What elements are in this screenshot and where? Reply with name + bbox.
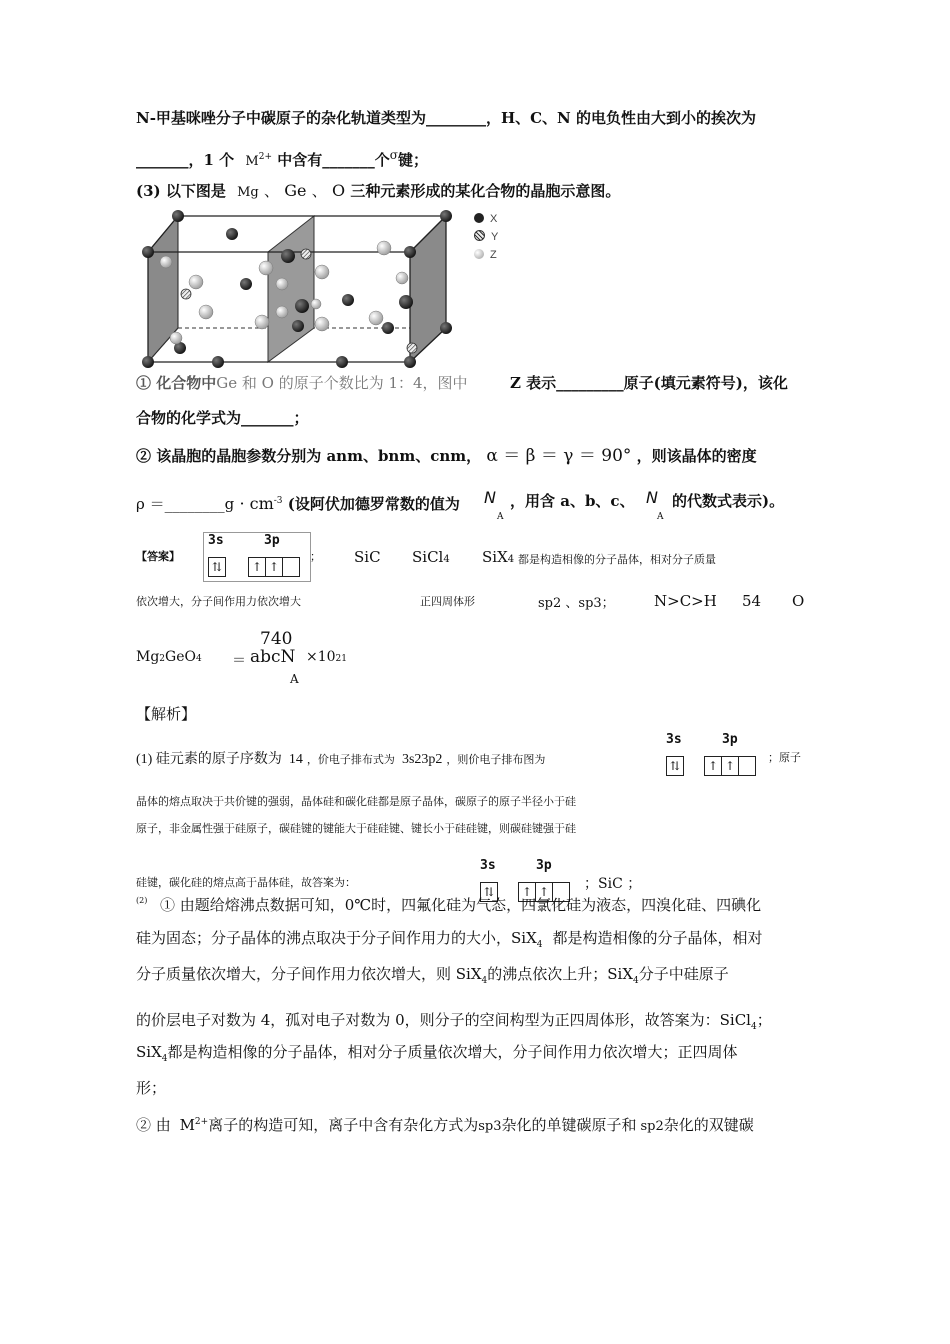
q3-2-text-a: ② 该晶胞的晶胞参数分别为 anm、bnm、cnm， [136,447,482,465]
analysis-1-tail: ；SiC ； [584,876,642,892]
ans-sp: sp2 、sp3； [538,596,615,611]
ion-charge: 2+ [258,152,272,162]
ans-equals: ＝ [232,653,246,669]
ans-numerator: 740 [260,629,293,649]
ans-text-2: 依次增大，分子间作用力依次增大 [136,596,301,608]
q2-text-b: 中含有_______个 [277,151,390,169]
analysis-1-line-1: (1) 硅元素的原子序数为 14 ，价电子排布式为 3s23p2 ，则价电子排布图为 [136,752,546,767]
orbital-3s-box: ⇅ [208,557,226,577]
analysis-2-line-6: 形； [136,1079,167,1097]
analysis-2-line-5: SiX$_4$都是构造相像的分子晶体，相对分子质量依次增大，分子间作用力依次增大；正四周体 [136,1043,738,1064]
legend-y: Y [474,228,498,246]
analysis-tag: 【解析】 [136,706,197,723]
ans-denominator: abcN [250,647,296,667]
ans-o: O [792,592,805,610]
legend [474,210,498,264]
q3-text-b: 三种元素形成的某化合物的晶胞示意图。 [350,182,621,200]
sep-1: 、 [263,182,279,200]
ion-symbol: M [245,154,259,169]
q2-text-c: 键； [397,151,428,169]
na-sub-2: A [657,512,664,522]
analysis-1-line-2: 晶体的熔点取决于共价键的强弱，晶体硅和碳化硅都是原子晶体，碳原子的原子半径小于硅 [136,796,576,808]
ans-semicolon: ； [310,550,321,563]
analysis-2-tag: (2) [136,896,148,905]
ans-tetra: 正四周体形 [420,596,475,608]
ans-sicl4: SiCl4 [412,548,450,566]
ans-six4: SiX4 [482,548,515,566]
orbital-3p-box: ↑ ↑ [248,557,300,577]
element-ge: Ge [284,181,307,200]
rho-text-d: 的代数式表示)。 [672,492,785,510]
q3-1-line-1-end: Z 表示_________原子(填元素符号)，该化 [510,374,788,392]
orbital-diagram-analysis-2: 3s 3p ⇅ ↑ ↑ [478,858,582,904]
q3-2-line [136,446,757,466]
orbital-diagram-answer [203,532,311,582]
ans-order: N>C>H [654,592,717,610]
analysis-2-line-3: 分子质量依次增大，分子间作用力依次增大，则 SiX$_4$的沸点依次上升；SiX$_4$分子中硅原子 [136,965,729,986]
ans-54: 54 [742,592,762,610]
q3-1-covered-b: Ge 和 O 的原子个数比为 1：4，图中 [216,374,468,392]
legend-x: X [474,210,498,228]
question-line-1: N-甲基咪唑分子中碳原子的杂化轨道类型为________，H、C、N 的电负性由大到小的挨次为 [136,109,756,127]
rho-text-b: (设阿伏加德罗常数的值为 [287,495,460,513]
analysis-1-line-3: 原子，非金属性强于硅原子，碳硅键的键能大于硅硅键、键长小于硅硅键，则碳硅键强于硅 [136,823,576,835]
ans-den-sub: A [290,672,299,686]
crystal-cell-figure [136,208,508,376]
q3-2-text-b: ，则该晶体的密度 [636,447,757,465]
rho-exp: -3 [273,496,283,506]
element-mg: Mg [237,185,259,200]
element-o: O [331,181,346,200]
analysis-2-line-2: 硅为固态；分子晶体的沸点取决于分子间作用力的大小，SiX$_4$ 都是构造相像的分子晶体，相对 [136,929,763,950]
q3-text-a: (3) 以下图是 [136,182,226,200]
question-3-line [136,181,620,203]
analysis-1-line-4: 硅键，碳化硅的熔点高于晶体硅，故答案为： [136,877,356,889]
cell-angles: α ＝ β ＝ γ ＝ 90° [486,446,632,466]
sep-2: 、 [311,182,327,200]
sigma-symbol: σ [389,148,398,162]
legend-z: Z [474,246,498,264]
na-symbol-2: N [646,488,658,507]
orbital-diagram-analysis-1: 3s 3p ⇅ ↑ ↑ [664,732,768,778]
ans-text-1: 都是构造相像的分子晶体，相对分子质量 [518,554,716,566]
analysis-2-line-1: ① 由题给熔沸点数据可知，0℃时，四氟化硅为气态，四氯化硅为液态，四溴化硅、四碘化 [160,896,762,914]
answer-tag: 【答案】 [136,551,180,563]
q3-1-covered-a: ① 化合物中 [136,374,217,392]
q3-1-line-2: 合物的化学式为_______； [136,409,309,427]
analysis-2-line-7: ② 由 $M^{2+}$离子的构造可知，离子中含有杂化方式为sp3杂化的单键碳原子和 sp2杂化的双键碳 [136,1116,754,1134]
q2-text-a: _______，1 个 [136,151,235,169]
rho-unit: · cm [239,494,274,513]
na-sub-1: A [497,512,504,522]
rho-expr: ρ ＝________g [136,495,235,513]
q3-1-line-1 [136,373,468,393]
orbital-3s-label: 3s [208,533,224,548]
analysis-2-line-4: 的价层电子对数为 4，孤对电子对数为 0，则分子的空间构型为正四周体形，故答案为：SiCl$_4$； [136,1011,772,1032]
orbital-3p-label: 3p [264,533,280,548]
ans-formula: Mg2GeO4 [136,649,202,665]
ans-times: ×1021 [306,649,347,665]
ans-sic: SiC [354,548,381,566]
rho-text-c: ，用含 a、b、c、 [510,492,635,510]
question-line-2 [136,145,428,172]
na-symbol-1: N [484,488,496,507]
density-line [136,491,460,514]
analysis-1-yuanzi: ；原子 [768,752,801,764]
